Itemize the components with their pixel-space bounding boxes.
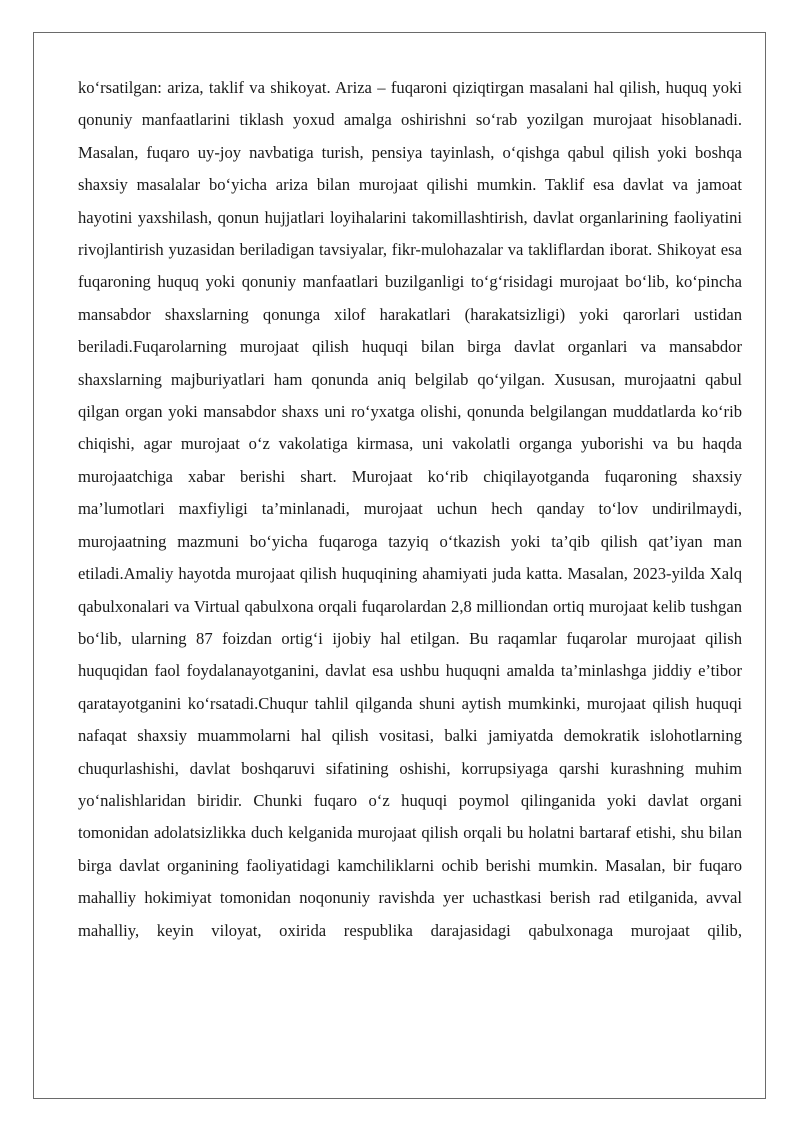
body-paragraph: ko‘rsatilgan: ariza, taklif va shikoyat. Ariza – fuqaroni qiziqtirgan masalani hal qilish, huquq yoki qonuniy manfaatlarini tiklash yoxud amalga oshirishni so‘rab yozilgan murojaat hisoblanadi. Masalan, fuqaro uy-joy navbatiga turish, pensiya tayinlash, o‘qishga qabul qilish yoki boshqa shaxsiy masalalar bo‘yicha ariza bilan murojaat qilishi mumkin. Taklif esa davlat va jamoat hayotini yaxshilash, qonun hujjatlari loyihalarini takomillashtirish, davlat organlarining faoliyatini rivojlantirish yuzasidan beriladigan tavsiyalar, fikr-mulohazalar va takliflardan iborat. Shikoyat esa fuqaroning huquq yoki qonuniy manfaatlari buzilganligi to‘g‘risidagi murojaat bo‘lib, ko‘pincha mansabdor shaxslarning qonunga xilof harakatlari (harakatsizligi) yoki qarorlari ustidan beriladi.Fuqarolarning murojaat qilish huquqi bilan birga davlat organlari va mansabdor shaxslarning majburiyatlari ham qonunda aniq belgilab qo‘yilgan. Xususan, murojaatni qabul qilgan organ yoki mansabdor shaxs uni ro‘yxatga olishi, qonunda belgilangan muddatlarda ko‘rib chiqishi, agar murojaat o‘z vakolatiga kirmasa, uni vakolatli organga yuborishi va bu haqda murojaatchiga xabar berishi shart. Murojaat ko‘rib chiqilayotganda fuqaroning shaxsiy ma’lumotlari maxfiyligi ta’minlanadi, murojaat uchun hech qanday to‘lov undirilmaydi, murojaatning mazmuni bo‘yicha fuqaroga tazyiq o‘tkazish yoki ta’qib qilish qat’iyan man etiladi.Amaliy hayotda murojaat qilish huquqining ahamiyati juda katta. Masalan, 2023-yilda Xalq qabulxonalari va Virtual qabulxona orqali fuqarolardan 2,8 milliondan ortiq murojaat kelib tushgan bo‘lib, ularning 87 foizdan ortig‘i ijobiy hal etilgan. Bu raqamlar fuqarolar murojaat qilish huquqidan faol foydalanayotganini, davlat esa ushbu huquqni amalda ta’minlashga jiddiy e’tibor qaratayotganini ko‘rsatadi.Chuqur tahlil qilganda shuni aytish mumkinki, murojaat qilish huquqi nafaqat shaxsiy muammolarni hal qilish vositasi, balki jamiyatda demokratik islohotlarning chuqurlashishi, davlat boshqaruvi sifatining oshishi, korrupsiyaga qarshi kurashning muhim yo‘nalishlaridan biridir. Chunki fuqaro o‘z huquqi poymol qilinganida yoki davlat organi tomonidan adolatsizlikka duch kelganida murojaat qilish orqali bu holatni bartaraf etishi, shu bilan birga davlat organining faoliyatidagi kamchiliklarni ochib berishi mumkin. Masalan, bir fuqaro mahalliy hokimiyat tomonidan noqonuniy ravishda yer uchastkasi berish rad etilganida, avval mahalliy, keyin viloyat, oxirida respublika darajasidagi qabulxonaga murojaat qilib,	[78, 78, 742, 940]
